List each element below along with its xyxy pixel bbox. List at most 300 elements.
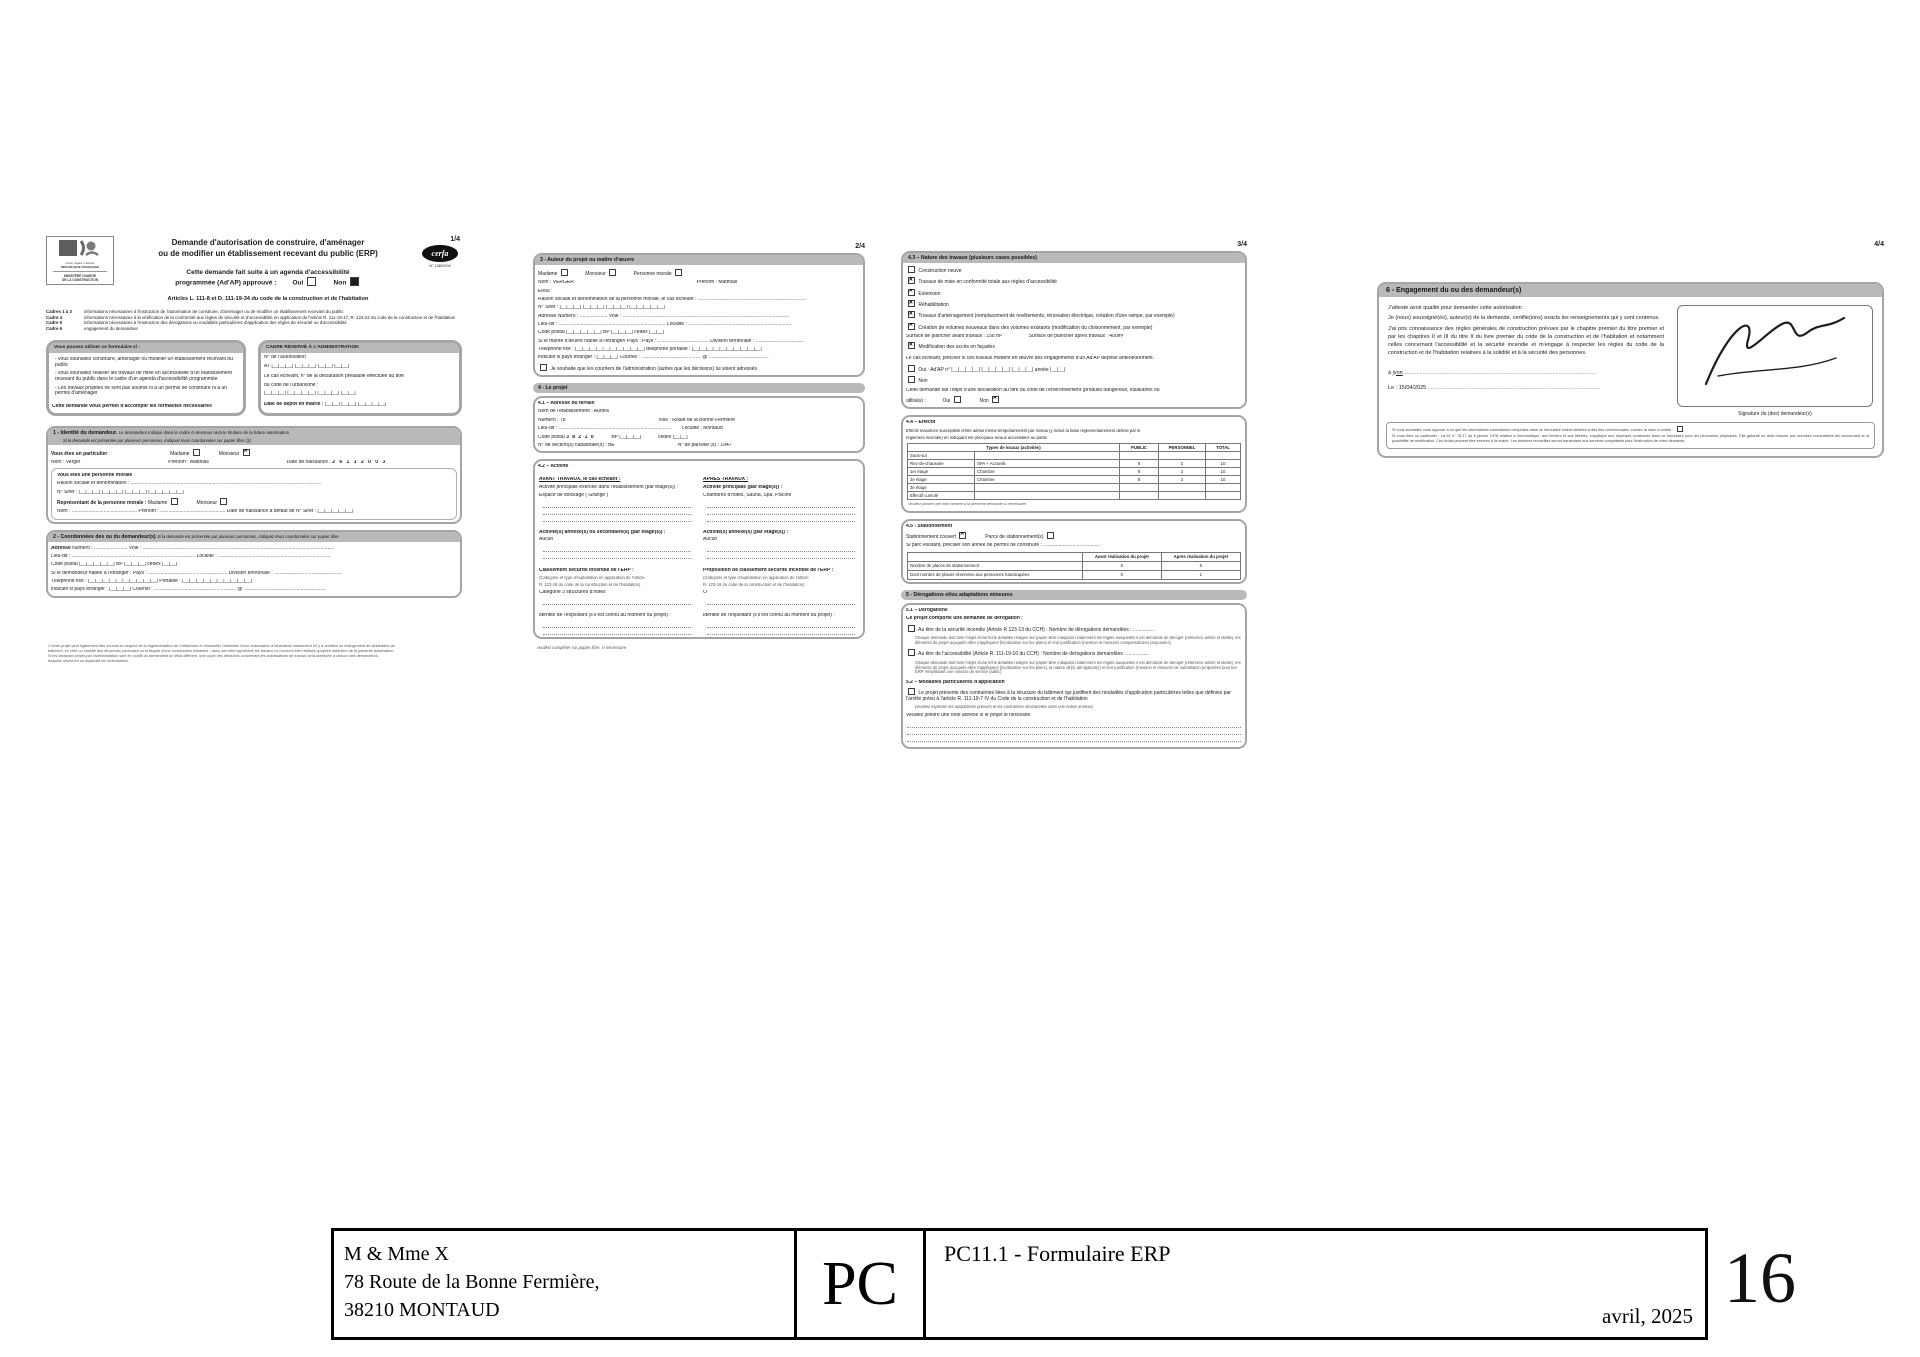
effectif-total-cell bbox=[1206, 484, 1241, 492]
avant-annexe-value: Aucun bbox=[539, 537, 554, 543]
terrain-numero-value: 78 bbox=[559, 417, 566, 423]
rep-monsieur-label: Monsieur bbox=[196, 499, 218, 506]
courriel-row: indicatif si pays étranger : |__|__|__| Courriel : ........................................................... @ ........................................................... bbox=[51, 587, 326, 593]
derogation-accessibilite-text: Chaque demande doit faire l'objet d'une fiche détaillée rédigée sur papier libre indiquant notamment les règles auxquelles il est demandé de déroger (référence article et libellé), les éléments du projet auxquels elles s'appliquent (localisation sur les plans), la nature de(s) dérogation(s) et leur justification (mention et mesures de substitution proposées pour les ERP remplissant une mission de service public) bbox=[915, 660, 1241, 675]
effectif-row bbox=[908, 452, 1241, 460]
page1-header bbox=[46, 236, 462, 302]
footnote-line bbox=[48, 659, 460, 664]
modification-acces-checkbox bbox=[908, 342, 915, 349]
logo-motto: Liberté • Égalité • Fraternité bbox=[65, 262, 95, 265]
modalites-annexe-note: Veuillez joindre une note annexe si le projet le nécessite bbox=[906, 712, 1031, 718]
modalites-note: (veuillez expliciter les adaptations prévues et les contraintes structurelles dans une notice annexe) bbox=[915, 705, 1093, 710]
identity-name-row bbox=[51, 460, 457, 466]
effectif-locaux-cell: Chambre bbox=[975, 476, 1120, 484]
admin-reserved-box bbox=[258, 340, 462, 416]
rep-madame-label: Madame bbox=[147, 499, 168, 506]
env-oui-label: Oui bbox=[942, 397, 951, 404]
courrier-optin-label: Je souhaite que les courriers de l'administration (autres que les décisions) lui soient adressés bbox=[550, 365, 758, 372]
usage-box-title: Vous pouvez utiliser ce formulaire si : bbox=[49, 343, 243, 353]
admin-depot-row bbox=[264, 402, 456, 408]
titleblock-client-cell bbox=[334, 1231, 797, 1337]
auteur-nom-value: VERGER bbox=[552, 280, 574, 286]
page1-number: 1/4 bbox=[450, 236, 460, 243]
apres-travaux-title: APRÈS TRAVAUX : bbox=[703, 476, 749, 482]
codepostal-row: Code postal |__|__|__|__|__| BP |__|__|__| cedex |__|__| bbox=[51, 562, 178, 568]
classement-note1: (Catégorie et type d'exploitation en application de l'article bbox=[539, 576, 645, 581]
travaux-item-checkbox bbox=[908, 311, 915, 318]
siret-row: N° Siret : |__|__|__| |__|__|__| |__|__|__| |__|__|__|__|__| bbox=[57, 489, 184, 495]
auteur-name-row bbox=[538, 280, 860, 286]
monsieur-label: Monsieur bbox=[218, 450, 240, 457]
document-title: PC11.1 - Formulaire ERP bbox=[944, 1241, 1171, 1266]
section41-terrain-box bbox=[533, 396, 865, 453]
blank-line bbox=[543, 621, 691, 628]
admin-depot-cells: |__|__| |__|__| |__|__|__|__| bbox=[324, 401, 387, 407]
travaux-item bbox=[906, 266, 1242, 275]
signature-area bbox=[1677, 305, 1873, 407]
rep-monsieur-checkbox bbox=[220, 498, 227, 505]
auteur-tel-row: Téléphone fixe : |__|__|__|__|__|__|__|__|__|__| téléphone portable : |__|__|__|__|__|__|__|__|__|__| bbox=[538, 347, 762, 353]
marianne-emblem-icon bbox=[58, 239, 102, 257]
auteur-courrier-optin-row bbox=[538, 364, 860, 373]
auteur-civilite-row bbox=[538, 269, 860, 278]
terrain-cedex-cells: cedex |__|__| bbox=[657, 434, 688, 440]
admin-dp-cells: |__|__|__| |__|__|__|__| |__|__|__| |__|__| bbox=[264, 391, 356, 397]
adap-prior-oui-checkbox bbox=[908, 365, 915, 372]
travaux-item-checkbox bbox=[908, 300, 915, 307]
cadre-text: informations nécessaires à la vérification de la conformité aux règles de sécurité et d'accessibilité en application de l'article R. 111-19-17, R. 123-22 du code de la construction et de l'habitation bbox=[84, 314, 456, 320]
environnement-row2 bbox=[906, 396, 1242, 405]
avant-annexe-label: Activité(s) annexe(s) ou secondaire(s) (par étage(s)) : bbox=[539, 529, 666, 535]
client-address-line2: 38210 MONTAUD bbox=[344, 1299, 500, 1321]
admin-box-title: CADRE RÉSERVÉ À L'ADMINISTRATION bbox=[261, 343, 459, 353]
etou-row: Et/ou : bbox=[538, 288, 553, 294]
terrain-localite-value: Montaud bbox=[703, 426, 723, 432]
monsieur-checkbox bbox=[243, 449, 250, 456]
blank-line bbox=[543, 515, 691, 522]
madame-label: Madame bbox=[170, 450, 190, 457]
travaux-item-checkbox bbox=[908, 277, 915, 284]
page4-number: 4/4 bbox=[1874, 241, 1884, 248]
effectif-niveau-cell: 2e étage bbox=[908, 476, 975, 484]
engagement-p3: J'ai pris connaissance des règles générales de construction prévues par le chapitre premier du titre premier et par les chapitres II et III du titre II du livre premier du code de la construction et de l'habitation et notamment celles concernant l'accessibilité et la sécurité incendie et m'engage à respecter les règles du code de la construction et de l'habitation relatives à la solidité et à la sécurité des personnes. bbox=[1388, 325, 1664, 357]
derogation-incendie-row bbox=[906, 625, 1242, 634]
section45-stationnement-box bbox=[901, 519, 1247, 584]
effectif-row bbox=[908, 484, 1241, 492]
stationnement-table bbox=[907, 552, 1241, 580]
apres-activite-value: Chambres d'hôtes, Sauna, Spa, Piscine bbox=[703, 492, 792, 498]
terrain-localite-label: Localité : bbox=[681, 426, 702, 432]
travaux-item bbox=[906, 323, 1242, 332]
effectif-personnel-cell: 2 bbox=[1159, 476, 1206, 484]
blank-line bbox=[707, 508, 855, 515]
adap-non-label: Non bbox=[333, 279, 347, 287]
parc-existant-row: Si parc existant, préciser son année de permis de construire : ......................................... bbox=[906, 543, 1101, 549]
modalites-label: Le projet présente des contraintes liées à la structure du bâtiment qui justifient des modalités d'application particulières telles que définies par l'arrêté prévu à l'article R. 111-19-7 IV du Code de la construction et de l'habitation bbox=[906, 690, 1231, 703]
adap-oui-checkbox bbox=[307, 277, 316, 286]
form-title-line2: ou de modifier un établissement recevant du public (ERP) bbox=[158, 248, 378, 258]
lieu-leader: .............................................................................................................................. bbox=[1404, 369, 1597, 376]
auteur-madame-checkbox bbox=[561, 269, 568, 276]
section2-note: Si la demande est présentée par plusieurs personnes, indiquez leurs coordonnées sur papier libre bbox=[157, 533, 339, 539]
derogation-incendie-text: Chaque demande doit faire l'objet d'une fiche détaillée rédigée sur papier libre indiquant notamment les règles auxquelles il est demandé de déroger (référence article et libellé), les éléments du projet auxquels elles s'appliquent (localisation sur les plans) et leur justification (mention et mesures compensatoires proposées) bbox=[915, 636, 1241, 645]
stationnement-label-cell: Dont nombre de places réservées aux personnes handicapées bbox=[908, 570, 1083, 579]
usage-line-text: - vous souhaitez construire, aménager ou modifier un établissement recevant du public bbox=[55, 357, 233, 369]
telephone-row: Téléphone fixe : |__|__|__|__|__|__|__|__|__|__| Portable : |__|__|__|__|__|__|__|__|__|__| bbox=[51, 578, 252, 584]
usage-line bbox=[55, 371, 237, 383]
section1-identite-box bbox=[46, 426, 462, 524]
form-title-line1: Demande d'autorisation de construire, d'aménager bbox=[171, 238, 365, 247]
footnote-text: Si les décisions prises par l'administration sont en conflit ou demandent un délai différent, une copie des décisions concernant les autorisations de travaux sera adressée à chacun des demandeurs, bbox=[48, 653, 379, 658]
footnote-commercial bbox=[1392, 426, 1869, 434]
effectif-niveau-cell: Sous-sol bbox=[908, 452, 975, 460]
parcelle-label: N° de parcelle (s) : bbox=[677, 442, 720, 448]
logo-ministry-line1: MINISTÈRE CHARGÉ bbox=[63, 274, 97, 278]
section1-note: Si la demande est présentée par plusieurs personnes, indiquez leurs coordonnées sur papier libre (1) bbox=[63, 437, 251, 443]
blank-line bbox=[543, 501, 691, 508]
dob-value: 2 6 1 1 2 0 0 3 bbox=[332, 459, 387, 465]
raison-sociale-row: Raison sociale et dénomination : ......................................................................................................................................... bbox=[57, 481, 321, 487]
blank-line bbox=[907, 721, 1241, 728]
section5-header: 5 - Dérogations et/ou adaptations mineures bbox=[901, 590, 1247, 600]
terrain-cp-label: Code postal bbox=[538, 434, 565, 440]
adresse-fields: Numéro : ........................ Voie : .......................................................................................................................................... bbox=[72, 545, 335, 551]
auteur-courriel-row: Indicatif si pays étranger : |__|__|__| Courriel : ........................................... @ ........................................... bbox=[538, 355, 769, 361]
blank-line bbox=[543, 508, 691, 515]
effectif-niveau-cell: Rez-de-chaussée bbox=[908, 460, 975, 468]
apres-activite-label: Activité principale (par étage(s)) : bbox=[703, 484, 783, 490]
effectif-row bbox=[908, 468, 1241, 476]
surface-row bbox=[906, 334, 1242, 340]
terrain-bp-cells: BP |__|__|__| bbox=[611, 434, 642, 440]
date-leader: ................................................................................................................. bbox=[1427, 385, 1601, 392]
cadre-text: engagement du demandeur bbox=[84, 326, 138, 332]
permit-code: PC bbox=[822, 1250, 898, 1318]
cerfa-number: N° 13824*04 bbox=[429, 264, 451, 268]
client-name: M & Mme X bbox=[344, 1243, 449, 1265]
adap-approuve-label: programmée (Ad'AP) approuvé : bbox=[175, 279, 277, 287]
rep-madame-checkbox bbox=[171, 498, 178, 505]
auteur-nom-label: Nom : bbox=[538, 280, 552, 286]
engagement-p1: J'atteste avoir qualité pour demander cette autorisation : bbox=[1388, 305, 1525, 311]
date-row bbox=[1388, 385, 1664, 393]
signature-icon bbox=[1678, 306, 1858, 402]
terrain-numero-label: Numéro : bbox=[538, 417, 559, 423]
cadre-label: Cadre 6 bbox=[46, 326, 63, 332]
activite-apres-column bbox=[699, 473, 863, 638]
effectif-niveau-cell: 1er étage bbox=[908, 468, 975, 476]
admin-dp-label: Le cas échéant, n° de la déclaration préalable effectuée au titre bbox=[264, 374, 405, 380]
adap-oui-label: Oui bbox=[292, 279, 304, 287]
adresse-row bbox=[51, 546, 457, 552]
auteur-siret-row: N° Siret : |__|__|__| |__|__|__| |__|__|__| |__|__|__|__|__| bbox=[538, 305, 665, 311]
page2-number: 2/4 bbox=[855, 243, 865, 250]
form-subtitle-line2 bbox=[122, 277, 414, 288]
form-page-4 bbox=[1377, 241, 1884, 458]
environnement-row1: Cette demande fait l'objet d'une déclaration au titre du code de l'environnement (produits dangereux, insalubres ou bbox=[906, 387, 1160, 393]
section42-title: 4.2 – Activité bbox=[538, 464, 569, 470]
effectif-table bbox=[907, 443, 1241, 500]
usage-line bbox=[55, 386, 237, 398]
blank-line bbox=[543, 552, 691, 559]
section4-header: 4 - Le projet bbox=[533, 383, 865, 393]
auteur-monsieur-checkbox bbox=[609, 269, 616, 276]
effectif-locaux-cell bbox=[975, 492, 1120, 500]
effectif-personnel-cell bbox=[1159, 452, 1206, 460]
effectif-total-cell bbox=[1206, 492, 1241, 500]
blank-line bbox=[907, 728, 1241, 735]
surface-avant-label: Surface de plancher avant travaux : bbox=[906, 334, 985, 340]
travaux-item-checkbox bbox=[908, 323, 915, 330]
derogation-accessibilite-checkbox bbox=[908, 649, 915, 656]
effectif-row bbox=[908, 460, 1241, 468]
representant-row bbox=[57, 498, 451, 507]
travaux-item-checkbox bbox=[908, 266, 915, 273]
effectif-intro1: Effectif maximum susceptible d'être admis même temporairement par niveau (y inclus la base réglementairement définie par le bbox=[906, 428, 1141, 433]
terrain-voie-label: Voie : bbox=[658, 417, 671, 423]
blank-line bbox=[707, 545, 855, 552]
articles-reference: Articles L. 111-8 et D. 111-19-34 du code de la construction et de l'habitation bbox=[167, 295, 369, 302]
effectif-personnel-cell bbox=[1159, 484, 1206, 492]
proposition-note2: R. 123-19 du code de la construction et de l'habitation) bbox=[703, 583, 805, 588]
travaux-item bbox=[906, 311, 1242, 320]
etablissement-value: Aurora bbox=[593, 409, 609, 415]
section1-title: 1 - Identité du demandeur. bbox=[53, 429, 118, 436]
logo-divider bbox=[53, 271, 107, 272]
avant-activite-value: Espace de stockage ( Grange ) bbox=[539, 492, 609, 498]
travaux-checklist bbox=[903, 266, 1245, 331]
date-value: 15/04/2025 bbox=[1398, 385, 1427, 392]
modification-acces-row bbox=[906, 342, 1242, 351]
blank-line bbox=[543, 628, 691, 635]
effectif-niveau-cell: 3e étage bbox=[908, 484, 975, 492]
blank-line bbox=[707, 501, 855, 508]
proposition-value: O bbox=[703, 590, 707, 596]
apres-annexe-label: Activité(s) annexe(s) (par étage(s)) : bbox=[703, 529, 789, 535]
lieu-value: lyon bbox=[1392, 369, 1403, 376]
effectif-total-cell: 10 bbox=[1206, 476, 1241, 484]
terrain-numero-row bbox=[538, 418, 860, 424]
classement-note2: R. 123-19 du code de la construction et de l'habitation) bbox=[539, 583, 641, 588]
effectif-col-total: TOTAL bbox=[1206, 444, 1241, 452]
modalites-checkbox bbox=[908, 688, 915, 695]
auteur-prenom-label: Prénom : bbox=[696, 280, 717, 286]
effectif-row bbox=[908, 492, 1241, 500]
admin-at-cells: AT |__|__|__| |__|__|__| |__|__| |__|__| bbox=[264, 363, 350, 369]
form-subtitle-line1: Cette demande fait suite à un agenda d'accessibilité bbox=[186, 268, 350, 276]
section1-subtitle: Le demandeur indiqué dans le cadre ci-dessous sera le titulaire de la future autorisation bbox=[118, 429, 290, 435]
page1-footnote bbox=[46, 644, 462, 665]
form-page-1 bbox=[46, 236, 462, 664]
cadre-legend-row bbox=[46, 326, 462, 332]
effectif-public-cell bbox=[1120, 452, 1159, 460]
client-address-line1: 78 Route de la Bonne Fermière, bbox=[344, 1271, 600, 1293]
courrier-optin-checkbox bbox=[540, 364, 547, 371]
derogation-incendie-checkbox bbox=[908, 625, 915, 632]
blank-line bbox=[907, 735, 1241, 742]
effectif-total-cell bbox=[1206, 452, 1241, 460]
titleblock bbox=[331, 1228, 1708, 1340]
blank-line bbox=[707, 552, 855, 559]
effectif-public-cell: 8 bbox=[1120, 476, 1159, 484]
prenom-label: Prénom : bbox=[168, 459, 189, 465]
auteur-madame-label: Madame bbox=[538, 271, 558, 277]
apres-annexe-value: Aucun bbox=[703, 537, 718, 543]
env-non-checkbox bbox=[992, 396, 999, 403]
stationnement-col-avant: Avant réalisation du projet bbox=[1083, 552, 1162, 561]
effectif-personnel-cell bbox=[1159, 492, 1206, 500]
rep-identity-row: Nom : ............................................... Prénom : ............................................... Date de naissance à défaut de N° Siret : |__|__|__|__|__| bbox=[57, 509, 354, 515]
stationnement-col-apres: Après réalisation du projet bbox=[1161, 552, 1240, 561]
particulier-row bbox=[51, 449, 457, 458]
blank-line bbox=[707, 628, 855, 635]
environnement-label2: utilisés) : bbox=[906, 397, 926, 404]
titleblock-doc-cell bbox=[926, 1231, 1705, 1337]
effectif-col-personnel: PERSONNEL bbox=[1159, 444, 1206, 452]
effectif-public-cell: 8 bbox=[1120, 460, 1159, 468]
adap-non-row bbox=[906, 376, 1242, 385]
section2-header bbox=[48, 532, 460, 542]
usage-line bbox=[55, 357, 237, 369]
cerfa-block bbox=[418, 236, 462, 268]
effectif-col-public: PUBLIC bbox=[1120, 444, 1159, 452]
lieu-row bbox=[1388, 370, 1664, 378]
section42-activite-box bbox=[533, 459, 865, 639]
nom-value: Verger bbox=[65, 459, 81, 465]
usage-line-text: - vous souhaitez réaliser les travaux de mise en accessibilité d'un établissement recevant du public dans le cadre d'un agenda d'accessibilité programmée bbox=[55, 371, 232, 383]
travaux-item-checkbox bbox=[908, 289, 915, 296]
cadre-label: Cadres 1 à 3 bbox=[46, 308, 72, 314]
auteur-cp-row: Code postal |__|__|__|__|__| BP |__|__|__| cedex |__|__| bbox=[538, 330, 665, 336]
effectif-personnel-cell: 2 bbox=[1159, 460, 1206, 468]
derogation-accessibilite-label: Au titre de l'accessibilité (Article R. 111-19-10 du CCH) : Nombre de dérogations demandées : ................ bbox=[918, 651, 1150, 658]
parcelle-value: 1947 bbox=[720, 442, 732, 448]
logo-republic: RÉPUBLIQUE FRANÇAISE bbox=[60, 265, 99, 269]
adap-oui-row bbox=[906, 365, 1242, 374]
section43-header: 4.3 – Nature des travaux (plusieurs cases possibles) bbox=[903, 253, 1245, 263]
usage-box-lines bbox=[49, 353, 243, 402]
personne-morale-box bbox=[51, 468, 457, 519]
travaux-item bbox=[906, 300, 1242, 309]
adresse-label: Adresse bbox=[51, 545, 71, 551]
footnote-text: bâtiment, s'il crée ou modifie des structures porteuses ou la façade d'une construction existante ; dans une telle hypothèse les travaux ne pourront être réalisés qu'après obtention de la présente autorisation. bbox=[48, 648, 395, 653]
footnote-cnil: Si vous êtes un particulier : La loi n° 78-17 du 6 janvier 1978 relative à l'informatique, aux fichiers et aux libertés, s'applique aux réponses contenues dans ce formulaire pour les personnes physiques. Elle garantit un droit d'accès aux données nominatives les concernant et la possibilité de rectification. Ces droits peuvent être exercés à la mairie. Les données recueillies seront transmises aux services compétents pour l'instruction de votre demande. bbox=[1392, 433, 1869, 444]
auteur-adresse-row: Adresse Numéro : .................... Voie : ........................................................................................................................ bbox=[538, 313, 790, 319]
terrain-cp-value: 3 8 2 1 0 bbox=[566, 434, 595, 440]
travaux-item bbox=[906, 277, 1242, 286]
effectif-col-types: Types de locaux (activités) bbox=[908, 444, 1120, 452]
terrain-lieudit-label: Lieu-dit : ................................................................................. bbox=[538, 426, 672, 432]
form-title-block bbox=[114, 236, 418, 302]
travaux-item-label: Extension bbox=[918, 290, 941, 297]
stationnement-avant-cell: 0 bbox=[1083, 570, 1162, 579]
stationnement-empty-header bbox=[908, 552, 1083, 561]
dob-label: Date de naissance : bbox=[286, 459, 331, 465]
section45-title: 4.5 - Stationnement bbox=[906, 523, 953, 529]
form-page-3 bbox=[901, 241, 1247, 755]
form-page-2 bbox=[533, 243, 865, 652]
travaux-item-label: Construction neuve bbox=[918, 268, 962, 274]
parcs-stationnement-checkbox bbox=[1047, 532, 1054, 539]
admin-autorisation-label: N° de l'autorisation bbox=[264, 355, 306, 361]
page2-bottom-note: veuillez compléter sur papier libre, si nécessaire bbox=[537, 645, 627, 651]
classement-label: Classement sécurité incendie de l'ERP : bbox=[539, 568, 634, 574]
effectif-locaux-cell bbox=[975, 484, 1120, 492]
effectif-intro2: règlement incendie) en indiquant les principaux locaux accessibles au public bbox=[906, 436, 1048, 441]
surface-avant-value: 158 m² bbox=[986, 334, 1002, 340]
adap-intro-row: Le cas échéant, préciser si ces travaux mettent en œuvre des engagements d'un Ad'AP déposé antérieurement. bbox=[906, 356, 1155, 362]
section44-effectif-box bbox=[901, 415, 1247, 512]
section-cadastrale-label: N° de section(s) cadastrale(s) : bbox=[538, 442, 607, 448]
adap-non-checkbox bbox=[350, 277, 359, 286]
derogation-intro: Ce projet comporte une demande de dérogation : bbox=[906, 615, 1023, 621]
terrain-cadastre-row bbox=[538, 443, 860, 449]
cadre-label: Cadre 4 bbox=[46, 314, 63, 320]
avant-activite-label: Activité principale exercée dans l'établissement (par étage(s)) : bbox=[539, 484, 679, 490]
blank-line bbox=[707, 621, 855, 628]
auteur-lieudit-row: Lieu-dit : ............................................................................. Localité : .......................................................................... bbox=[538, 322, 792, 328]
auteur-prenom-value: Matthias bbox=[718, 280, 738, 286]
stationnement-header-row bbox=[908, 552, 1241, 561]
effectif-public-cell bbox=[1120, 492, 1159, 500]
engagement-p2: Je (nous) soussigné(és), auteur(s) de la demande, certifie(ions) exacts les renseignements qui y sont contenus. bbox=[1388, 315, 1660, 322]
derogation-accessibilite-row bbox=[906, 649, 1242, 658]
auteur-monsieur-label: Monsieur bbox=[585, 271, 606, 277]
opposition-checkbox bbox=[1677, 426, 1683, 432]
cadre-text: informations nécessaires à l'instruction de l'autorisation de construire, d'aménager ou de modifier un établissement recevant du public bbox=[84, 308, 344, 314]
etranger-row: Si le demandeur habite à l'étranger : Pays : ......................................................... Division territoriale : ................................................. bbox=[51, 570, 343, 576]
terrain-voie-value: Route de la Bonne Fermière bbox=[672, 417, 736, 423]
usage-emphasis: Cette demande vous permet d'accomplir les formalités nécessaires bbox=[52, 404, 212, 410]
surface-apres-label: Surface de plancher après travaux : bbox=[1028, 334, 1108, 340]
etablissement-row bbox=[538, 409, 860, 415]
stationnement-type-row bbox=[906, 532, 1242, 541]
effectif-locaux-cell: SPA + Accueils bbox=[975, 460, 1120, 468]
effectif-niveau-cell: Effectif cumulé bbox=[908, 492, 975, 500]
usage-line-text: - Les travaux projetés ne sont pas soumis ni à un permis de construire ni à un permis d'aménager bbox=[55, 385, 228, 397]
derogation-incendie-label: Au titre de la sécurité incendie (Article R 123-13 du CCH) : Nombre de dérogations demandées : ................ bbox=[918, 626, 1156, 633]
section1-header bbox=[48, 428, 460, 445]
section2-title: 2 - Coordonnées des ou du demandeur(s) bbox=[53, 533, 156, 540]
section2-coordonnees-box bbox=[46, 530, 462, 598]
section5-derogations-box bbox=[901, 603, 1247, 749]
effectif-locaux-cell bbox=[975, 452, 1120, 460]
stationnement-apres-cell: 1 bbox=[1161, 570, 1240, 579]
stationnement-apres-cell: 6 bbox=[1161, 561, 1240, 570]
stationnement-avant-cell: 0 bbox=[1083, 561, 1162, 570]
footnote-text: lesquels recevront un duplicata de l'autorisation. bbox=[48, 659, 129, 663]
cadre-label: Cadre 5 bbox=[46, 320, 63, 326]
admin-dp-label2: du code de l'urbanisme : bbox=[264, 382, 319, 388]
adap-prior-non-label: Non bbox=[918, 377, 928, 384]
exploitant-label: Identité de l'exploitant (s'il est connu au moment du projet) : bbox=[539, 613, 671, 619]
travaux-item bbox=[906, 289, 1242, 298]
nom-label: Nom : bbox=[51, 459, 65, 465]
travaux-item-label: Réhabilitation bbox=[918, 302, 949, 309]
section41-title: 4.1 – Adresse du terrain bbox=[538, 401, 595, 407]
footnote-commercial-text: Si vous souhaitez vous opposer à ce que les informations nominatives comprises dans ce formulaire soient utilisées à des fins commerciales, cochez la case ci-contre : bbox=[1392, 428, 1674, 432]
section6-engagement-box bbox=[1377, 282, 1884, 458]
etablissement-label: Nom de l'établissement : bbox=[538, 409, 593, 415]
logo-ministry-line2: DE LA CONSTRUCTION bbox=[61, 278, 98, 283]
blank-line bbox=[707, 598, 855, 605]
adap-prior-non-checkbox bbox=[908, 376, 915, 383]
usage-info-box bbox=[46, 340, 246, 416]
travaux-item-label: Travaux d'aménagement (remplacement de revêtements, rénovation électrique, création d'une rampe, par exemple) bbox=[918, 313, 1175, 320]
section43-travaux-box bbox=[901, 251, 1247, 409]
cadres-legend bbox=[46, 309, 462, 332]
engagement-text-column bbox=[1379, 297, 1673, 417]
